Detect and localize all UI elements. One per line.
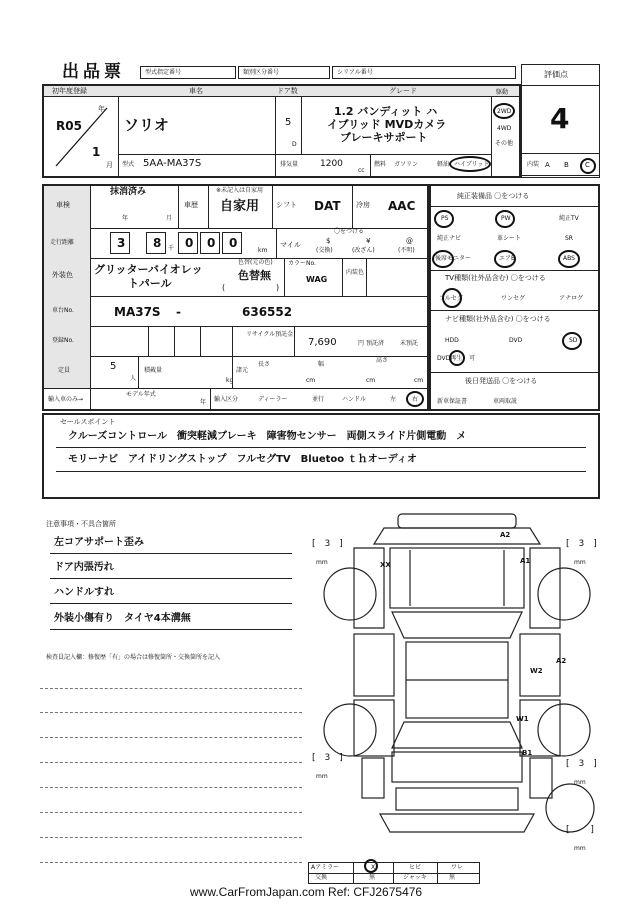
color-change-value: 色替無	[238, 269, 271, 282]
first-reg-year: R05	[56, 119, 82, 133]
mark-right-side: A2	[556, 657, 567, 665]
basic-info-section: 初年度登録 車名 ドア数 グレード R05 年 1 月 ソリオ 5 D 1.2 バンディット ハ イブリッド MVDカメラ ブレーキサポート 駆動 2WD 4WD その他 型式 5AA-MA37S 排気量 1200 cc 燃料 ガソリン 軽油 ハイブリッド	[42, 84, 521, 178]
exterior-color-line-1: グリッターバイオレッ	[94, 263, 203, 276]
doors-value: 5	[285, 117, 292, 128]
model-code: 5AA-MA37S	[143, 158, 202, 169]
ac-value: AAC	[388, 199, 416, 213]
score-value: 4	[550, 102, 570, 135]
grade-header: グレード	[389, 87, 417, 95]
note-1: 左コアサポート歪み	[54, 537, 144, 548]
equip-abs: ABS	[563, 255, 575, 262]
note-2: ドア内張汚れ	[54, 562, 114, 573]
type-designation-box: 型式指定番号	[140, 66, 236, 79]
mark-left-fender: XX	[380, 561, 391, 569]
category-number-box: 類別区分番号	[238, 66, 330, 79]
mark-rear-quarter: B1	[522, 749, 533, 757]
equip-rear-monitor-circle	[432, 250, 454, 268]
score-label: 評価点	[544, 70, 568, 79]
inspector-label: 検査員記入欄：修復歴「有」の場合は修復箇所・交換箇所を記入	[46, 654, 221, 661]
dvd-circle	[449, 350, 465, 366]
equip-ps-circle	[434, 210, 454, 228]
nav-sd-circle	[562, 332, 582, 350]
fuel-hybrid: ハイブリッド	[454, 161, 490, 168]
spec-section: 車検 抹消済み 年 月 車歴 ※未記入は自家用 自家用 シフト DAT 冷房 AAC 走行距離 3 8 千 0 0 0 km 〇をつける マイル $ (交換) ¥ (改ざん) @ (不明) 外装色 グリッターバイオレッ トパール 色替(元の色) 色替無 ( ) カラーNo. WAG 内装色 車台No. MA37S - 636552 登録No. リサイクル預託金 7,690 円 預託済 未預託 定員 5 人 積載量 kg 諸元 長さ cm 幅 cm 高さ cm 輸入車のみ→ モデル年式 年 輸入区分 ディーラー 並行 ハンドル 左 右	[42, 184, 429, 411]
exterior-color-line-2: トパール	[128, 277, 172, 290]
color-code: WAG	[306, 275, 328, 284]
equip-airbag-circle	[494, 250, 516, 268]
first-reg-label: 初年度登録	[52, 87, 87, 95]
interior-grade-c: C	[585, 161, 590, 169]
tire-rl-bracket: [ 3 ]	[312, 753, 343, 763]
car-damage-diagram	[300, 508, 610, 860]
sales-line-2: モリーナビ アイドリングストップ フルセグTV Bluetoo ｔｈオーディオ	[68, 454, 417, 465]
mark-right-door: W2	[530, 667, 543, 675]
tire-fr-bracket: [ 3 ]	[566, 539, 597, 549]
doors-label: ドア数	[277, 87, 298, 95]
car-name-label: 車名	[189, 87, 203, 95]
tire-fl-bracket: [ 3 ]	[312, 539, 343, 549]
mileage-digit-4: 0	[207, 236, 216, 250]
equipment-section: 純正装備品 〇をつける PS PW 純正TV 純正ナビ 革シート SR 後席モニター エアB ABS TV種類(社外品含む) 〇をつける フルセグ ワンセグ アナログ ナビ種類(社外品含む) 〇をつける HDD DVD SD DVD再生 可 後日発送品 〇をつける 新車保証書 車両取説	[429, 184, 600, 411]
drive-2wd-circle	[493, 103, 515, 119]
shift-value: DAT	[314, 199, 341, 213]
first-reg-month: 1	[92, 145, 101, 159]
sales-line-1: クルーズコントロール 衝突軽減ブレーキ 障害物センサー 両側スライド片側電動 メ	[68, 431, 467, 442]
sales-points-section: セールスポイント クルーズコントロール 衝突軽減ブレーキ 障害物センサー 両側スライド片側電動 メ モリーナビ アイドリングストップ フルセグTV Bluetoo ｔｈオーディオ	[42, 413, 600, 499]
mark-rear-door: W1	[516, 715, 529, 723]
mileage-digit-5: 0	[229, 236, 238, 250]
equip-pw: PW	[501, 215, 511, 222]
legend-x-circle	[364, 859, 378, 873]
fuel-hybrid-circle	[449, 156, 491, 172]
chassis-model: MA37S	[114, 305, 161, 319]
mileage-digit-3: 0	[185, 236, 194, 250]
legend-table: Aアミラー X ヒビ ワレ 交換 無 ジャッキ 無	[308, 862, 480, 884]
footer-reference: www.CarFromJapan.com Ref: CFJ2675476	[190, 885, 423, 899]
grade-line-2: イブリッド MVDカメラ	[327, 118, 447, 131]
interior-c-circle	[580, 158, 596, 174]
car-name: ソリオ	[124, 116, 169, 134]
equip-rear-monitor: 後席モニター	[435, 255, 472, 262]
displacement-value: 1200	[320, 159, 343, 169]
chassis-number: 636552	[242, 305, 293, 319]
recycle-fee: 7,690	[308, 337, 337, 348]
tv-fullseg-circle	[442, 288, 462, 308]
equip-pw-circle	[495, 210, 515, 228]
usage-value: 自家用	[220, 199, 260, 214]
interior-grade-box: 内装 A B C	[521, 153, 600, 178]
mark-front-bumper: A2	[500, 531, 511, 539]
equip-ps: PS	[441, 215, 449, 222]
note-4: 外装小傷有り タイヤ4本溝無	[54, 613, 191, 624]
grade-line-1: 1.2 バンディット ハ	[334, 105, 438, 118]
serial-number-box: シリアル番号	[332, 66, 516, 79]
tv-fullseg: フルセグ	[439, 295, 463, 302]
form-title: 出品票	[62, 62, 125, 82]
mileage-digit-2: 8	[153, 236, 162, 250]
inspection-value: 抹消済み	[110, 187, 147, 197]
handle-right: 右	[412, 396, 419, 403]
tire-rr-bracket: [ 3 ]	[566, 759, 597, 769]
notes-label: 注意事項・不具合箇所	[46, 520, 116, 528]
date-divider	[52, 104, 112, 170]
handle-right-circle	[406, 391, 424, 407]
drive-2wd: 2WD	[497, 108, 512, 115]
equip-airbag: エアB	[499, 255, 516, 262]
mileage-digit-1: 3	[117, 236, 126, 250]
tire-spare-bracket: [ ]	[566, 825, 594, 835]
note-3: ハンドルすれ	[54, 587, 114, 598]
nav-sd: SD	[569, 337, 578, 344]
equip-abs-circle	[558, 250, 580, 268]
grade-line-3: ブレーキサポート	[340, 131, 428, 144]
mark-right-fender: A1	[520, 557, 531, 565]
seats-value: 5	[110, 361, 117, 372]
